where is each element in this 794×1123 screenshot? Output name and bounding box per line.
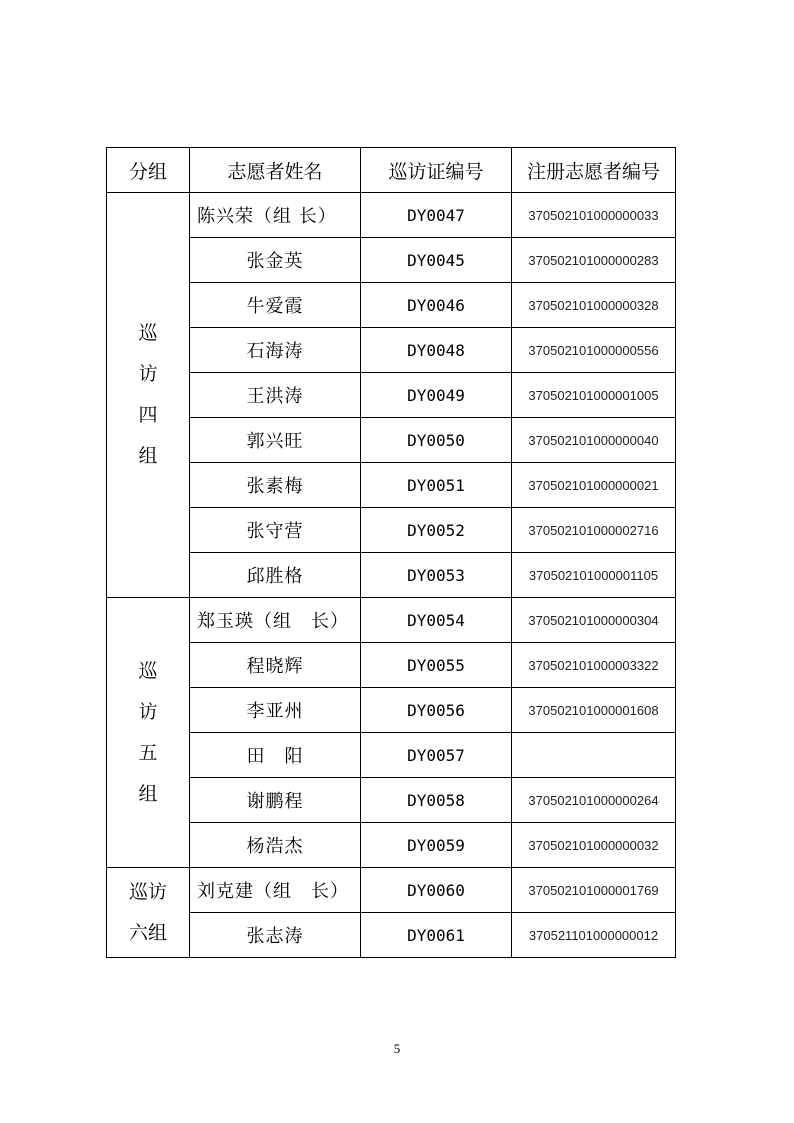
registration-number: 370521101000000012 (512, 913, 676, 958)
roster-body (107, 193, 676, 958)
table-row (107, 868, 676, 913)
header-registration-number: 注册志愿者编号 (512, 148, 676, 193)
pass-number: DY0061 (361, 913, 512, 958)
group-label-line: 四 (138, 404, 158, 426)
pass-number: DY0047 (361, 193, 512, 238)
volunteer-name: 刘克建（组 长） (190, 868, 361, 913)
pass-number: DY0056 (361, 688, 512, 733)
table-row (107, 193, 676, 238)
volunteer-name: 石海涛 (190, 328, 361, 373)
registration-number: 370502101000000021 (512, 463, 676, 508)
volunteer-name: 李亚州 (190, 688, 361, 733)
volunteer-name: 陈兴荣（组 长） (190, 193, 361, 238)
registration-number: 370502101000001608 (512, 688, 676, 733)
pass-number: DY0060 (361, 868, 512, 913)
table-row (107, 778, 676, 823)
group-label-line: 巡 (138, 659, 158, 682)
volunteer-name: 张志涛 (190, 913, 361, 958)
table-row (107, 733, 676, 778)
registration-number: 370502101000000304 (512, 598, 676, 643)
table-row (107, 553, 676, 598)
pass-number: DY0052 (361, 508, 512, 553)
group-label (107, 868, 190, 958)
volunteer-name: 牛爱霞 (190, 283, 361, 328)
page-number: 5 (393, 1041, 401, 1056)
group-label (107, 193, 190, 598)
group-label-line: 五 (138, 741, 158, 764)
group-label-line: 访 (138, 700, 158, 723)
pass-number: DY0045 (361, 238, 512, 283)
volunteer-roster-table (106, 147, 676, 958)
table-row (107, 508, 676, 553)
table-row (107, 463, 676, 508)
registration-number: 370502101000003322 (512, 643, 676, 688)
table-row (107, 238, 676, 283)
table-row (107, 328, 676, 373)
table-row (107, 913, 676, 958)
pass-number: DY0058 (361, 778, 512, 823)
table-row (107, 643, 676, 688)
volunteer-name: 谢鹏程 (190, 778, 361, 823)
pass-number: DY0048 (361, 328, 512, 373)
registration-number: 370502101000000556 (512, 328, 676, 373)
registration-number: 370502101000000040 (512, 418, 676, 463)
table-row (107, 283, 676, 328)
volunteer-name: 王洪涛 (190, 373, 361, 418)
table-row (107, 598, 676, 643)
table-row (107, 373, 676, 418)
pass-number: DY0057 (361, 733, 512, 778)
volunteer-name: 杨浩杰 (190, 823, 361, 868)
table-row (107, 688, 676, 733)
registration-number: 370502101000000032 (512, 823, 676, 868)
header-pass-number: 巡访证编号 (361, 148, 512, 193)
pass-number: DY0053 (361, 553, 512, 598)
registration-number: 370502101000001005 (512, 373, 676, 418)
registration-number (512, 733, 676, 778)
volunteer-name: 程晓辉 (190, 643, 361, 688)
registration-number: 370502101000000033 (512, 193, 676, 238)
group-label-line: 巡 (138, 322, 158, 344)
header-row (107, 148, 676, 193)
registration-number: 370502101000000328 (512, 283, 676, 328)
group-label-line: 组 (138, 445, 158, 467)
volunteer-name: 张素梅 (190, 463, 361, 508)
pass-number: DY0051 (361, 463, 512, 508)
header-name: 志愿者姓名 (190, 148, 361, 193)
group-label-line: 六组 (128, 921, 167, 944)
registration-number: 370502101000000264 (512, 778, 676, 823)
group-label-line: 巡访 (128, 880, 167, 903)
pass-number: DY0049 (361, 373, 512, 418)
header-group: 分组 (107, 148, 190, 193)
volunteer-name: 邱胜格 (190, 553, 361, 598)
table-row (107, 418, 676, 463)
volunteer-name: 张守营 (190, 508, 361, 553)
registration-number: 370502101000002716 (512, 508, 676, 553)
registration-number: 370502101000000283 (512, 238, 676, 283)
registration-number: 370502101000001105 (512, 553, 676, 598)
pass-number: DY0054 (361, 598, 512, 643)
pass-number: DY0046 (361, 283, 512, 328)
pass-number: DY0055 (361, 643, 512, 688)
volunteer-name: 田 阳 (190, 733, 361, 778)
pass-number: DY0059 (361, 823, 512, 868)
pass-number: DY0050 (361, 418, 512, 463)
registration-number: 370502101000001769 (512, 868, 676, 913)
volunteer-name: 张金英 (190, 238, 361, 283)
group-label (107, 598, 190, 868)
volunteer-name: 郑玉瑛（组 长） (190, 598, 361, 643)
group-label-line: 组 (138, 782, 158, 805)
table-row (107, 823, 676, 868)
group-label-line: 访 (138, 363, 158, 385)
volunteer-name: 郭兴旺 (190, 418, 361, 463)
